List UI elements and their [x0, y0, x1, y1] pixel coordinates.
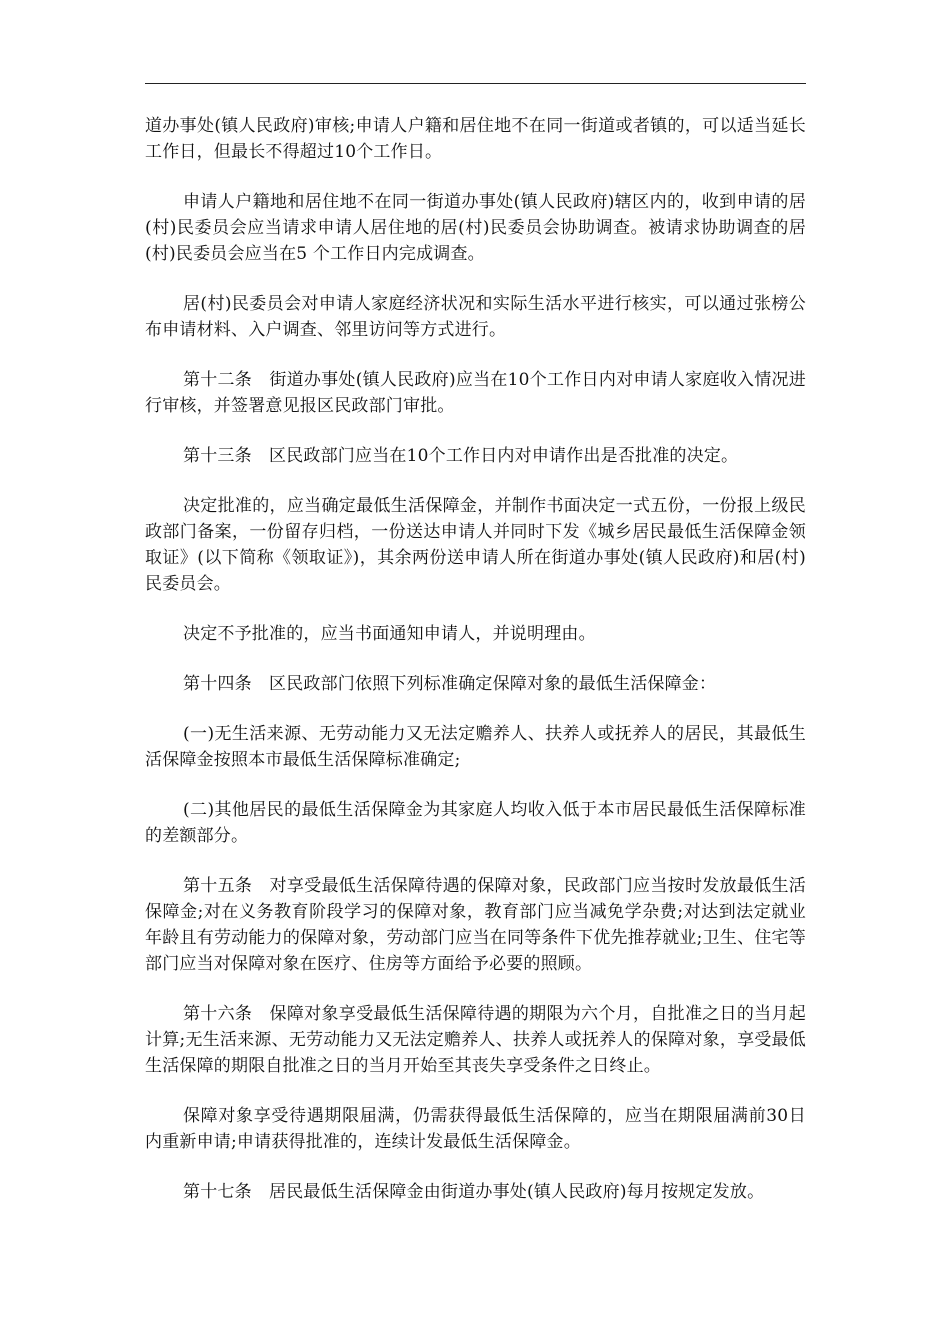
paragraph: 居(村)民委员会对申请人家庭经济状况和实际生活水平进行核实，可以通过张榜公布申请材料、入户调查、邻里访问等方式进行。: [145, 294, 806, 340]
list-item: (二)其他居民的最低生活保障金为其家庭人均收入低于本市居民最低生活保障标准的差额部分。: [145, 800, 806, 846]
paragraph: 道办事处(镇人民政府)审核;申请人户籍和居住地不在同一街道或者镇的，可以适当延长工作日，但最长不得超过10个工作日。: [145, 116, 806, 162]
header-rule: [145, 83, 806, 84]
paragraph: 决定不予批准的，应当书面通知申请人，并说明理由。: [183, 624, 596, 644]
paragraph: 保障对象享受待遇期限届满，仍需获得最低生活保障的，应当在期限届满前30日内重新申请;申请获得批准的，连续计发最低生活保障金。: [145, 1106, 806, 1152]
list-item: (一)无生活来源、无劳动能力又无法定赡养人、扶养人或抚养人的居民，其最低生活保障金按照本市最低生活保障标准确定;: [145, 724, 806, 770]
paragraph: 申请人户籍地和居住地不在同一街道办事处(镇人民政府)辖区内的，收到申请的居(村)民委员会应当请求申请人居住地的居(村)民委员会协助调查。被请求协助调查的居(村)民委员会应当在5 个工作日内完成调查。: [145, 192, 806, 264]
document-body: [145, 113, 806, 1229]
article-12: 第十二条 街道办事处(镇人民政府)应当在10个工作日内对申请人家庭收入情况进行审核，并签署意见报区民政部门审批。: [145, 370, 806, 416]
article-17: 第十七条 居民最低生活保障金由街道办事处(镇人民政府)每月按规定发放。: [183, 1182, 765, 1202]
article-14: 第十四条 区民政部门依照下列标准确定保障对象的最低生活保障金：: [183, 674, 717, 694]
article-15: 第十五条 对享受最低生活保障待遇的保障对象，民政部门应当按时发放最低生活保障金;对在义务教育阶段学习的保障对象，教育部门应当减免学杂费;对达到法定就业年龄且有劳动能力的保障对象，劳动部门应当在同等条件下优先推荐就业;卫生、住宅等部门应当对保障对象在医疗、住房等方面给予必要的照顾。: [145, 876, 806, 974]
article-16: 第十六条 保障对象享受最低生活保障待遇的期限为六个月，自批准之日的当月起计算;无生活来源、无劳动能力又无法定赡养人、扶养人或抚养人的保障对象，享受最低生活保障的期限自批准之日的当月开始至其丧失享受条件之日终止。: [145, 1004, 806, 1076]
article-13: 第十三条 区民政部门应当在10个工作日内对申请作出是否批准的决定。: [183, 446, 739, 466]
paragraph: 决定批准的，应当确定最低生活保障金，并制作书面决定一式五份，一份报上级民政部门备案，一份留存归档，一份送达申请人并同时下发《城乡居民最低生活保障金领取证》(以下简称《领取证》)，其余两份送申请人所在街道办事处(镇人民政府)和居(村)民委员会。: [145, 496, 806, 594]
